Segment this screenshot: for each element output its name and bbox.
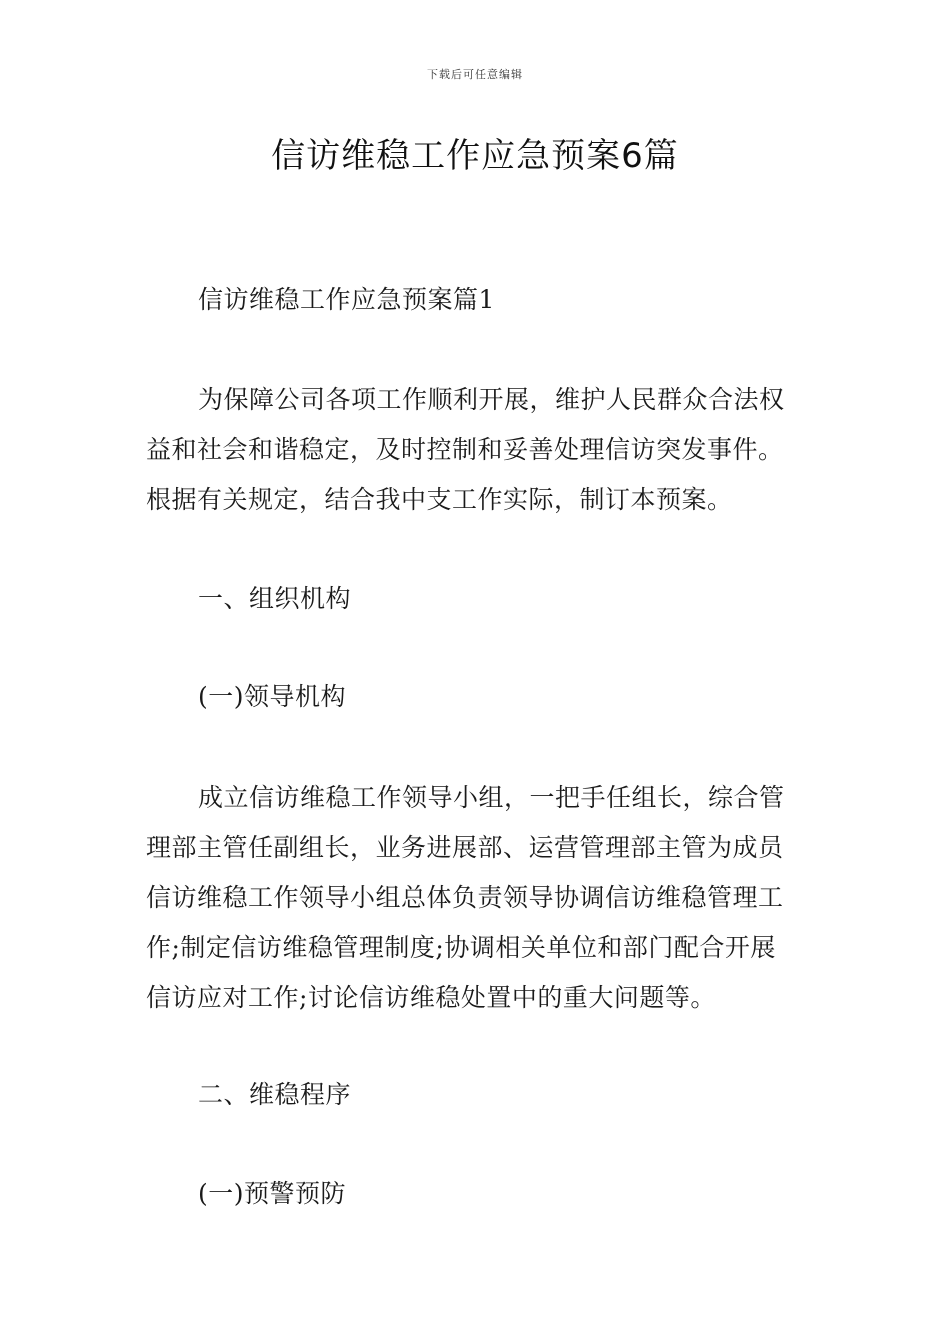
body-line: 理部主管任副组长，业务进展部、运营管理部主管为成员	[146, 833, 784, 862]
body-line: 信访应对工作;讨论信访维稳处置中的重大问题等。	[146, 983, 716, 1012]
intro-paragraph	[146, 375, 808, 525]
body-line: 信访维稳工作领导小组总体负责领导协调信访维稳管理工	[146, 883, 784, 912]
part1-heading: 一、组织机构	[198, 584, 352, 613]
intro-line: 根据有关规定，结合我中支工作实际，制订本预案。	[146, 485, 733, 514]
part2-subheading: (一)预警预防	[198, 1179, 347, 1208]
body-line: 成立信访维稳工作领导小组，一把手任组长，综合管	[198, 783, 785, 812]
intro-line: 益和社会和谐稳定，及时控制和妥善处理信访突发事件。	[146, 435, 784, 464]
document-title: 信访维稳工作应急预案6篇	[271, 136, 679, 176]
intro-line: 为保障公司各项工作顺利开展，维护人民群众合法权	[198, 385, 785, 414]
part1-subheading: (一)领导机构	[198, 682, 347, 711]
part1-body-paragraph	[146, 773, 808, 1023]
header-note: 下载后可任意编辑	[427, 68, 523, 81]
body-line: 作;制定信访维稳管理制度;协调相关单位和部门配合开展	[146, 933, 776, 962]
part2-heading: 二、维稳程序	[198, 1080, 352, 1109]
section-heading: 信访维稳工作应急预案篇1	[198, 285, 495, 314]
